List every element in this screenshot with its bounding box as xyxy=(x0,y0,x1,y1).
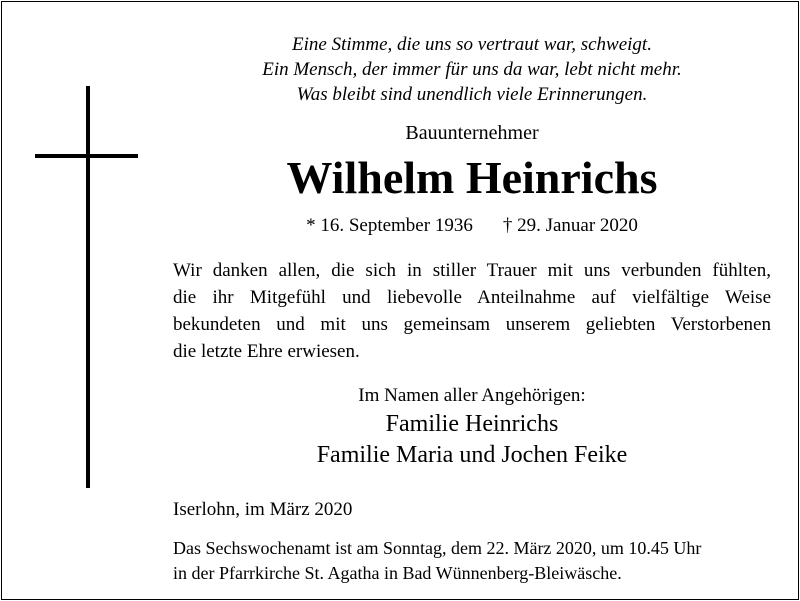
poem-line: Ein Mensch, der immer für uns da war, lebt nicht mehr. xyxy=(262,59,682,80)
service-notice xyxy=(173,536,773,586)
place-and-date: Iserlohn, im März 2020 xyxy=(173,499,353,520)
poem-line: Eine Stimme, die uns so vertraut war, schweigt. xyxy=(292,34,652,55)
memorial-poem xyxy=(162,32,782,107)
deceased-name: Wilhelm Heinrichs xyxy=(286,152,658,203)
thanks-line: Wir danken allen, die sich in stiller Trauer mit uns verbunden fühlten, xyxy=(173,260,771,281)
family-name: Familie Heinrichs xyxy=(385,411,559,437)
thanks-line: die ihr Mitgefühl und liebevolle Anteilnahme auf vielfältige Weise xyxy=(173,287,771,308)
service-line: Das Sechswochenamt ist am Sonntag, dem 22. März 2020, um 10.45 Uhr xyxy=(173,538,702,558)
cross-icon-horizontal-bar xyxy=(35,154,138,158)
relatives-intro: Im Namen aller Angehörigen: xyxy=(358,385,586,406)
relatives-block xyxy=(162,383,782,471)
thanks-line: die letzte Ehre erwiesen. xyxy=(173,341,360,362)
thanks-paragraph xyxy=(173,257,771,365)
death-date: † 29. Januar 2020 xyxy=(502,215,638,236)
service-line: in der Pfarrkirche St. Agatha in Bad Wünnenberg-Bleiwäsche. xyxy=(173,563,622,583)
thanks-line: bekundeten und mit uns gemeinsam unserem geliebten Verstorbenen xyxy=(173,314,771,335)
deceased-profession: Bauunternehmer xyxy=(405,122,539,144)
poem-line: Was bleibt sind unendlich viele Erinnerungen. xyxy=(296,84,648,105)
birth-date: * 16. September 1936 xyxy=(306,215,473,236)
obituary-frame xyxy=(1,1,799,600)
family-name: Familie Maria und Jochen Feike xyxy=(316,442,628,468)
cross-icon-vertical-bar xyxy=(86,86,90,488)
life-dates xyxy=(162,213,782,239)
